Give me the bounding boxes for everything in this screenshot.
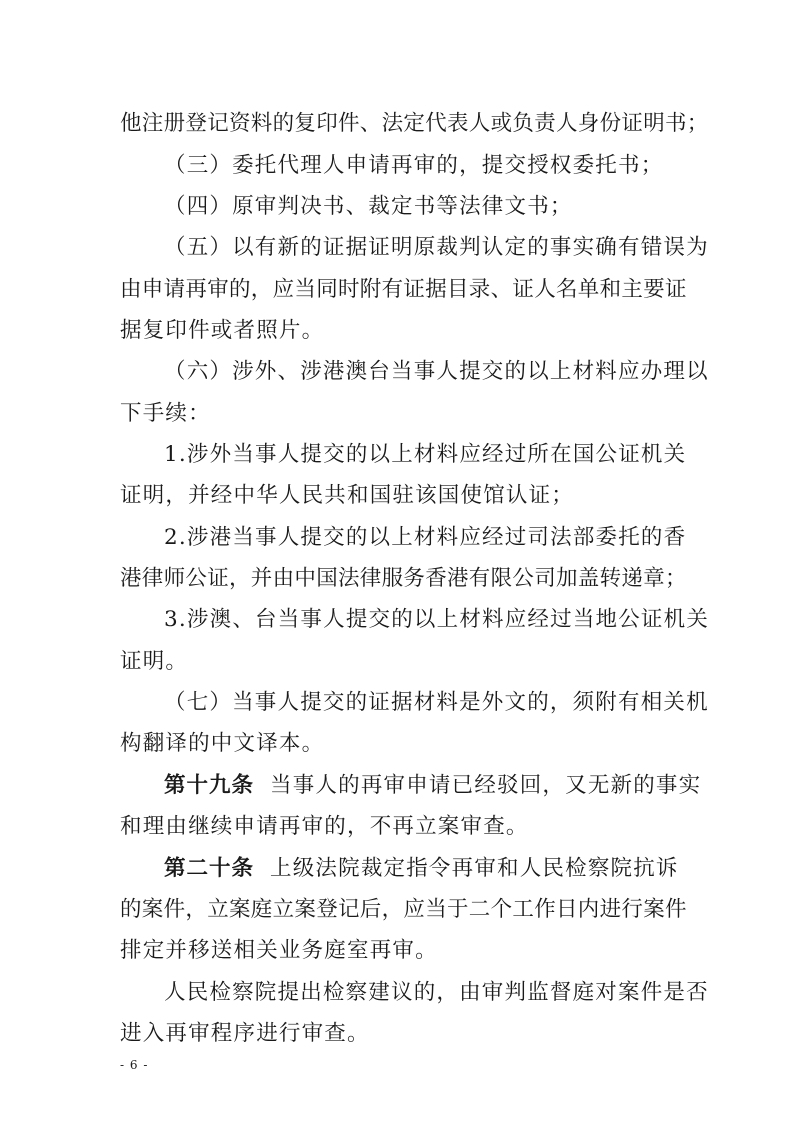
text-line: 港律师公证，并由中国法律服务香港有限公司加盖转递章； bbox=[120, 566, 687, 591]
text-line: 1.涉外当事人提交的以上材料应经过所在国公证机关 bbox=[164, 442, 687, 467]
text-line: （五）以有新的证据证明原裁判认定的事实确有错误为 bbox=[164, 235, 709, 260]
text-line: 据复印件或者照片。 bbox=[120, 318, 325, 343]
article-text: 当事人的再审申请已经驳回，又无新的事实 bbox=[270, 773, 702, 798]
text-line: 和理由继续申请再审的，不再立案审查。 bbox=[120, 814, 529, 839]
article-text: 上级法院裁定指令再审和人民检察院抗诉 bbox=[270, 856, 679, 881]
text-line: 他注册登记资料的复印件、法定代表人或负责人身份证明书； bbox=[120, 111, 709, 136]
text-line: 由申请再审的，应当同时附有证据目录、证人名单和主要证 bbox=[120, 277, 687, 302]
text-line: （四）原审判决书、裁定书等法律文书； bbox=[164, 194, 573, 219]
text-line: 证明，并经中华人民共和国驻该国使馆认证； bbox=[120, 483, 575, 508]
article-heading: 第十九条 bbox=[164, 773, 255, 798]
text-line: （三）委托代理人申请再审的，提交授权委托书； bbox=[164, 153, 664, 178]
text-line: 3.涉澳、台当事人提交的以上材料应经过当地公证机关 bbox=[164, 607, 710, 632]
text-line: 下手续： bbox=[120, 401, 211, 426]
text-line: 2.涉港当事人提交的以上材料应经过司法部委托的香 bbox=[164, 525, 687, 550]
text-line: （六）涉外、涉港澳台当事人提交的以上材料应办理以 bbox=[164, 359, 709, 384]
text-line: 的案件，立案庭立案登记后，应当于二个工作日内进行案件 bbox=[120, 897, 687, 922]
article-19-line bbox=[164, 772, 701, 800]
text-line: 进入再审程序进行审查。 bbox=[120, 1021, 370, 1046]
text-line: 排定并移送相关业务庭室再审。 bbox=[120, 938, 438, 963]
text-line: （七）当事人提交的证据材料是外文的，须附有相关机 bbox=[164, 690, 709, 715]
page-number: - 6 - bbox=[120, 1058, 149, 1072]
article-20-line bbox=[164, 855, 679, 883]
article-heading: 第二十条 bbox=[164, 856, 255, 881]
text-line: 证明。 bbox=[120, 649, 189, 674]
text-line: 人民检察院提出检察建议的，由审判监督庭对案件是否 bbox=[164, 980, 709, 1005]
text-line: 构翻译的中文译本。 bbox=[120, 731, 325, 756]
